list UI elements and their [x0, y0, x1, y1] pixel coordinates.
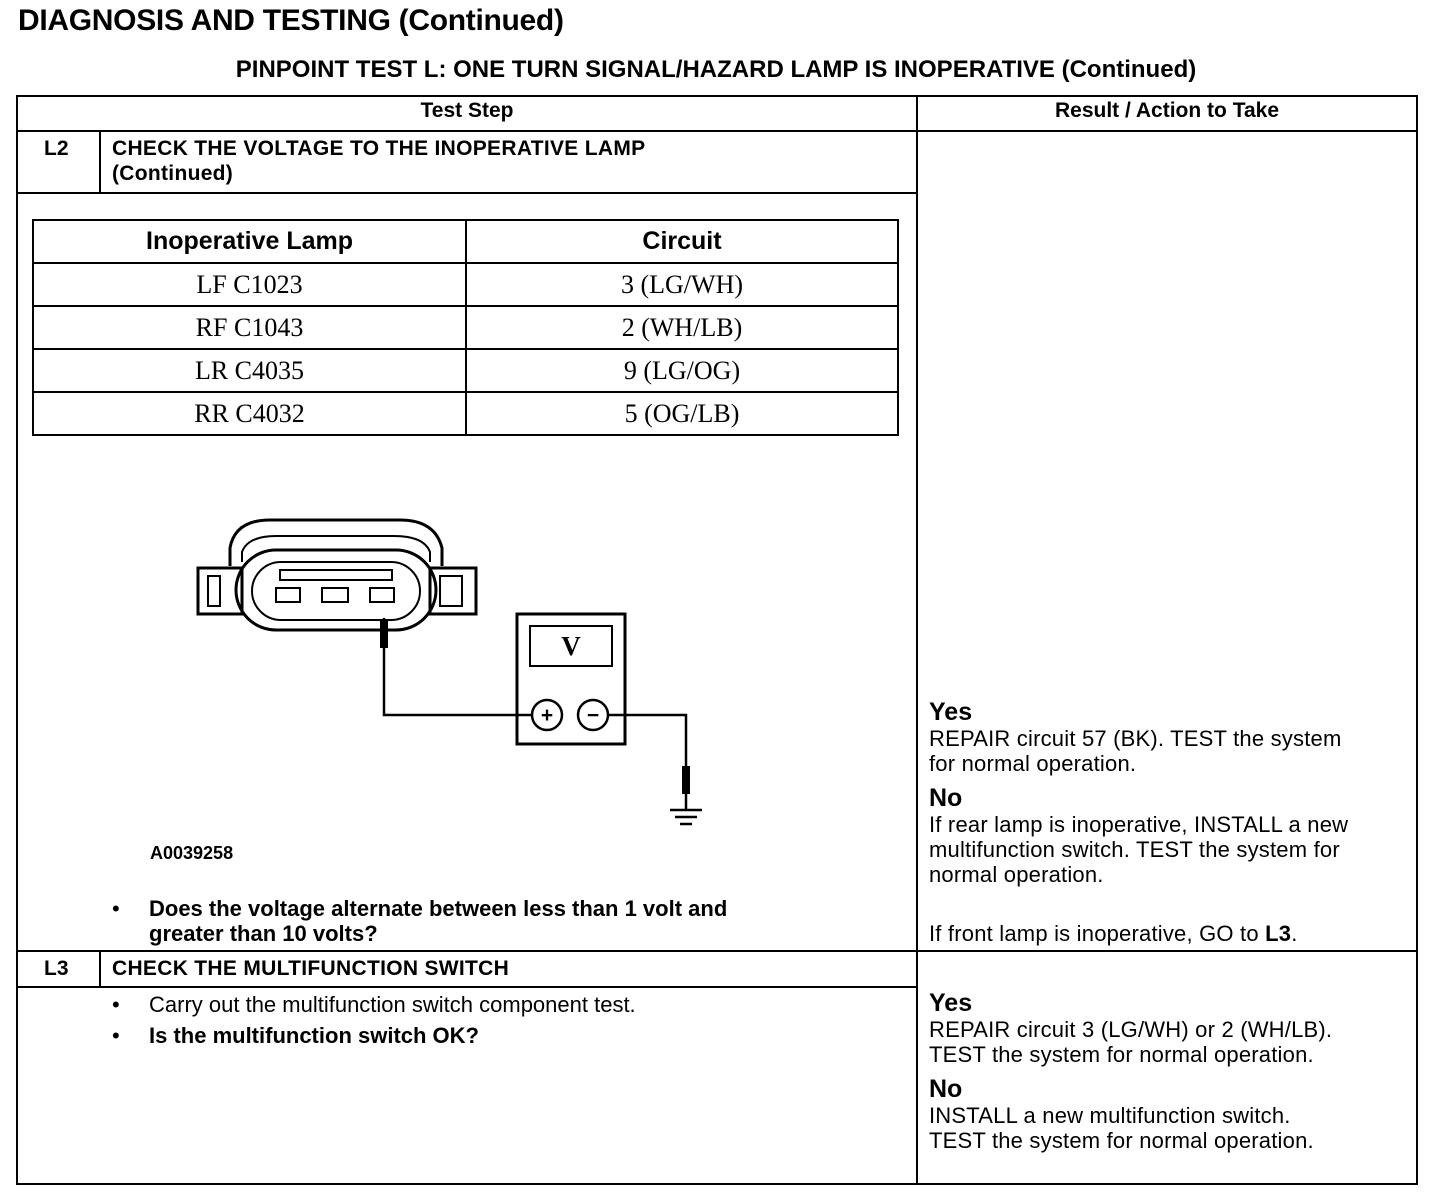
positive-probe: [380, 620, 388, 648]
page-title: DIAGNOSIS AND TESTING (Continued): [18, 4, 564, 37]
table-row: [33, 263, 898, 306]
goto-step-link: L3: [1265, 921, 1292, 946]
result-text: for normal operation.: [929, 751, 1137, 776]
connector-terminal-2: [322, 588, 348, 602]
pinpoint-test-title: PINPOINT TEST L: ONE TURN SIGNAL/HAZARD LAMP IS INOPERATIVE (Continued): [235, 56, 1197, 83]
ground-icon: [670, 810, 702, 824]
lamp-circuit-table: [32, 219, 899, 436]
l3-bullets: [112, 992, 636, 1048]
no-label: No: [929, 1075, 963, 1103]
list-item: Is the multifunction switch OK?: [149, 1023, 479, 1048]
question-line: Does the voltage alternate between less than 1 volt and: [149, 896, 728, 921]
col-header-circuit: Circuit: [466, 220, 898, 263]
question-line: greater than 10 volts?: [149, 921, 378, 946]
step-id-l2: L2: [44, 137, 69, 160]
circuit-cell: 3 (LG/WH): [466, 263, 898, 306]
table-row: [33, 349, 898, 392]
result-text: TEST the system for normal operation.: [929, 1042, 1314, 1067]
yes-label: Yes: [929, 698, 973, 726]
lamp-cell: LF C1023: [33, 263, 466, 306]
result-text: multifunction switch. TEST the system for: [929, 837, 1340, 862]
l2-question: [112, 896, 727, 946]
minus-sign: −: [586, 704, 600, 727]
meter-label: V: [561, 631, 581, 661]
lamp-cell: RR C4032: [33, 392, 466, 435]
result-text: If rear lamp is inoperative, INSTALL a new: [929, 812, 1349, 837]
negative-lead: [608, 715, 686, 810]
l3-result: [929, 989, 1332, 1153]
result-goto: If front lamp is inoperative, GO to L3.: [929, 921, 1298, 946]
result-text: normal operation.: [929, 862, 1104, 887]
l2-result: [929, 698, 1348, 946]
bullet: •: [112, 1023, 120, 1048]
table-row: [33, 306, 898, 349]
step-id-l3: L3: [44, 957, 69, 980]
figure-id: A0039258: [150, 843, 234, 863]
lamp-cell: RF C1043: [33, 306, 466, 349]
lamp-cell: LR C4035: [33, 349, 466, 392]
connector-hood: [230, 520, 442, 566]
connector-terminal-1: [276, 588, 300, 602]
list-item: Carry out the multifunction switch component test.: [149, 992, 636, 1017]
negative-probe: [682, 766, 690, 794]
step-title-l2: CHECK THE VOLTAGE TO THE INOPERATIVE LAMP (Continued): [112, 137, 646, 185]
bullet: •: [112, 896, 120, 921]
header-result: Result / Action to Take: [1054, 99, 1280, 122]
bullet: •: [112, 992, 120, 1017]
header-test-step: Test Step: [420, 99, 514, 122]
yes-label: Yes: [929, 989, 973, 1017]
result-text: TEST the system for normal operation.: [929, 1128, 1314, 1153]
step-title-l3: CHECK THE MULTIFUNCTION SWITCH: [112, 957, 510, 980]
no-label: No: [929, 784, 963, 812]
result-text: REPAIR circuit 57 (BK). TEST the system: [929, 726, 1342, 751]
col-header-lamp: Inoperative Lamp: [33, 220, 466, 263]
result-text: INSTALL a new multifunction switch.: [929, 1103, 1291, 1128]
positive-lead: [384, 618, 532, 715]
voltmeter-connector-diagram: [180, 510, 720, 850]
circuit-cell: 2 (WH/LB): [466, 306, 898, 349]
circuit-cell: 5 (OG/LB): [466, 392, 898, 435]
result-text: REPAIR circuit 3 (LG/WH) or 2 (WH/LB).: [929, 1017, 1333, 1042]
circuit-cell: 9 (LG/OG): [466, 349, 898, 392]
lamp-table-header-row: [33, 220, 898, 263]
plus-sign: +: [540, 704, 554, 727]
connector-terminal-3: [370, 588, 394, 602]
table-row: [33, 392, 898, 435]
